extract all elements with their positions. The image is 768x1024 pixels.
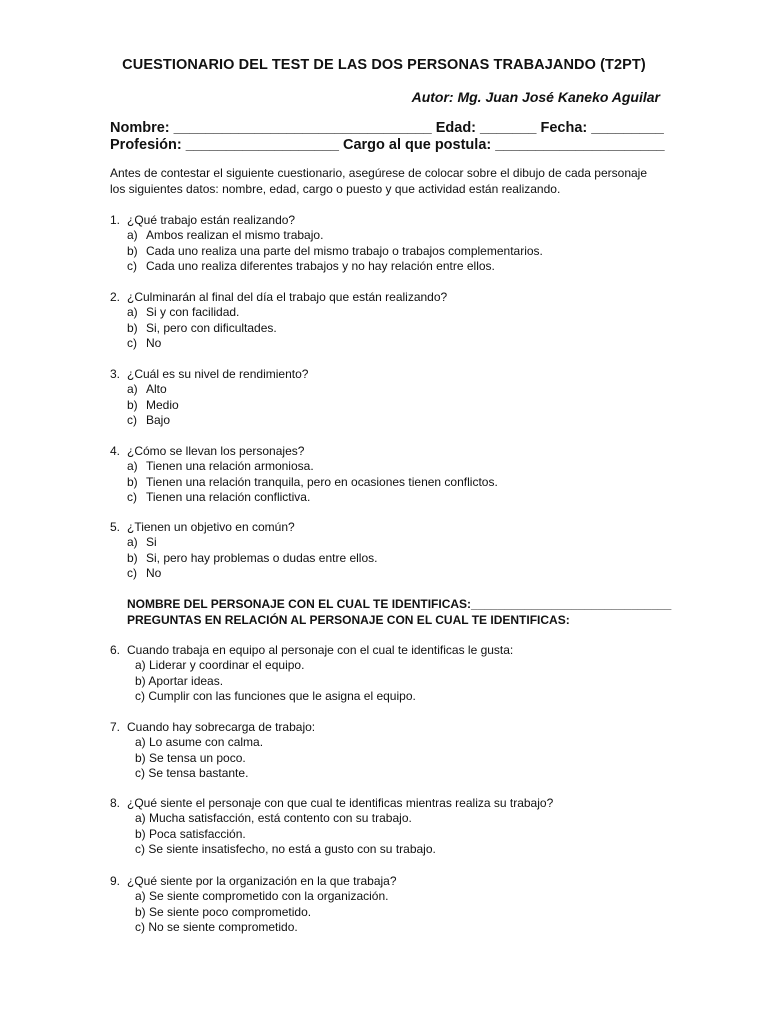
- question-text: ¿Qué siente por la organización en la que trabaja?: [127, 874, 397, 888]
- answer-option: a) Si: [127, 535, 157, 550]
- answer-option: c) No: [127, 335, 162, 350]
- answer-option: b) Si, pero con dificultades.: [127, 320, 277, 335]
- answer-option: c) Se siente insatisfecho, no está a gusto con su trabajo.: [135, 841, 436, 856]
- question-text: Cuando trabaja en equipo al personaje con el cual te identificas le gusta:: [127, 643, 514, 657]
- question-6: [110, 643, 513, 704]
- question-text: ¿Qué siente el personaje con que cual te identificas mientras realiza su trabajo?: [127, 796, 554, 810]
- question-7: [110, 720, 315, 781]
- answer-option: b) Poca satisfacción.: [135, 826, 246, 841]
- answer-option: a) Alto: [127, 382, 167, 397]
- question-text: ¿Culminarán al final del día el trabajo que están realizando?: [127, 290, 448, 304]
- answer-option: b) Aportar ideas.: [135, 673, 224, 688]
- profession-position-field: Profesión: ___________________ Cargo al que postula: _____________________: [110, 137, 665, 153]
- document-title: CUESTIONARIO DEL TEST DE LAS DOS PERSONAS TRABAJANDO (T2PT): [122, 57, 646, 73]
- answer-option: a) Mucha satisfacción, está contento con su trabajo.: [135, 811, 412, 826]
- answer-option: b) Se siente poco comprometido.: [135, 904, 312, 919]
- question-number: 1.: [110, 213, 121, 227]
- answer-option: c) Cada uno realiza diferentes trabajos y no hay relación entre ellos.: [127, 258, 495, 273]
- question-1: [110, 213, 543, 274]
- question-8: [110, 796, 553, 857]
- question-number: 7.: [110, 720, 121, 734]
- question-3: [110, 367, 308, 428]
- question-number: 4.: [110, 444, 121, 458]
- answer-option: b) Medio: [127, 397, 179, 412]
- section-heading: PREGUNTAS EN RELACIÓN AL PERSONAJE CON EL CUAL TE IDENTIFICAS:: [127, 613, 570, 627]
- answer-option: a) Se siente comprometido con la organización.: [135, 889, 389, 904]
- question-text: ¿Qué trabajo están realizando?: [127, 213, 296, 227]
- question-number: 2.: [110, 290, 121, 304]
- instructions-paragraph: Antes de contestar el siguiente cuestionario, asegúrese de colocar sobre el dibujo de cada personaje los siguientes datos: nombre, edad, cargo o puesto y que actividad están realizando.: [110, 166, 648, 196]
- question-number: 8.: [110, 796, 121, 810]
- question-number: 3.: [110, 367, 121, 381]
- question-text: ¿Tienen un objetivo en común?: [127, 520, 295, 534]
- answer-option: b) Se tensa un poco.: [135, 750, 246, 765]
- answer-option: c) Cumplir con las funciones que le asigna el equipo.: [135, 688, 416, 703]
- question-number: 9.: [110, 874, 121, 888]
- question-text: Cuando hay sobrecarga de trabajo:: [127, 720, 316, 734]
- answer-option: c) Bajo: [127, 412, 171, 427]
- answer-option: c) Se tensa bastante.: [135, 765, 249, 780]
- question-4: [110, 444, 498, 505]
- name-age-date-field: Nombre: ________________________________ Edad: _______ Fecha: _________: [110, 120, 664, 136]
- character-name-field: NOMBRE DEL PERSONAJE CON EL CUAL TE IDENTIFICAS:______________________________: [127, 597, 672, 611]
- question-text: ¿Cuál es su nivel de rendimiento?: [127, 367, 309, 381]
- answer-option: a) Tienen una relación armoniosa.: [127, 459, 314, 474]
- question-text: ¿Cómo se llevan los personajes?: [127, 444, 305, 458]
- answer-option: c) Tienen una relación conflictiva.: [127, 489, 311, 504]
- answer-option: a) Lo asume con calma.: [135, 735, 264, 750]
- answer-option: a) Si y con facilidad.: [127, 305, 240, 320]
- author-line: Autor: Mg. Juan José Kaneko Aguilar: [411, 89, 660, 105]
- question-5: [110, 520, 377, 581]
- question-number: 6.: [110, 643, 121, 657]
- answer-option: c) No: [127, 565, 162, 580]
- question-number: 5.: [110, 520, 121, 534]
- question-9: [110, 874, 397, 935]
- answer-option: b) Tienen una relación tranquila, pero en ocasiones tienen conflictos.: [127, 474, 498, 489]
- answer-option: b) Cada uno realiza una parte del mismo trabajo o trabajos complementarios.: [127, 243, 543, 258]
- question-2: [110, 290, 447, 351]
- answer-option: a) Liderar y coordinar el equipo.: [135, 658, 305, 673]
- answer-option: b) Si, pero hay problemas o dudas entre ellos.: [127, 550, 378, 565]
- answer-option: c) No se siente comprometido.: [135, 919, 298, 934]
- answer-option: a) Ambos realizan el mismo trabajo.: [127, 228, 324, 243]
